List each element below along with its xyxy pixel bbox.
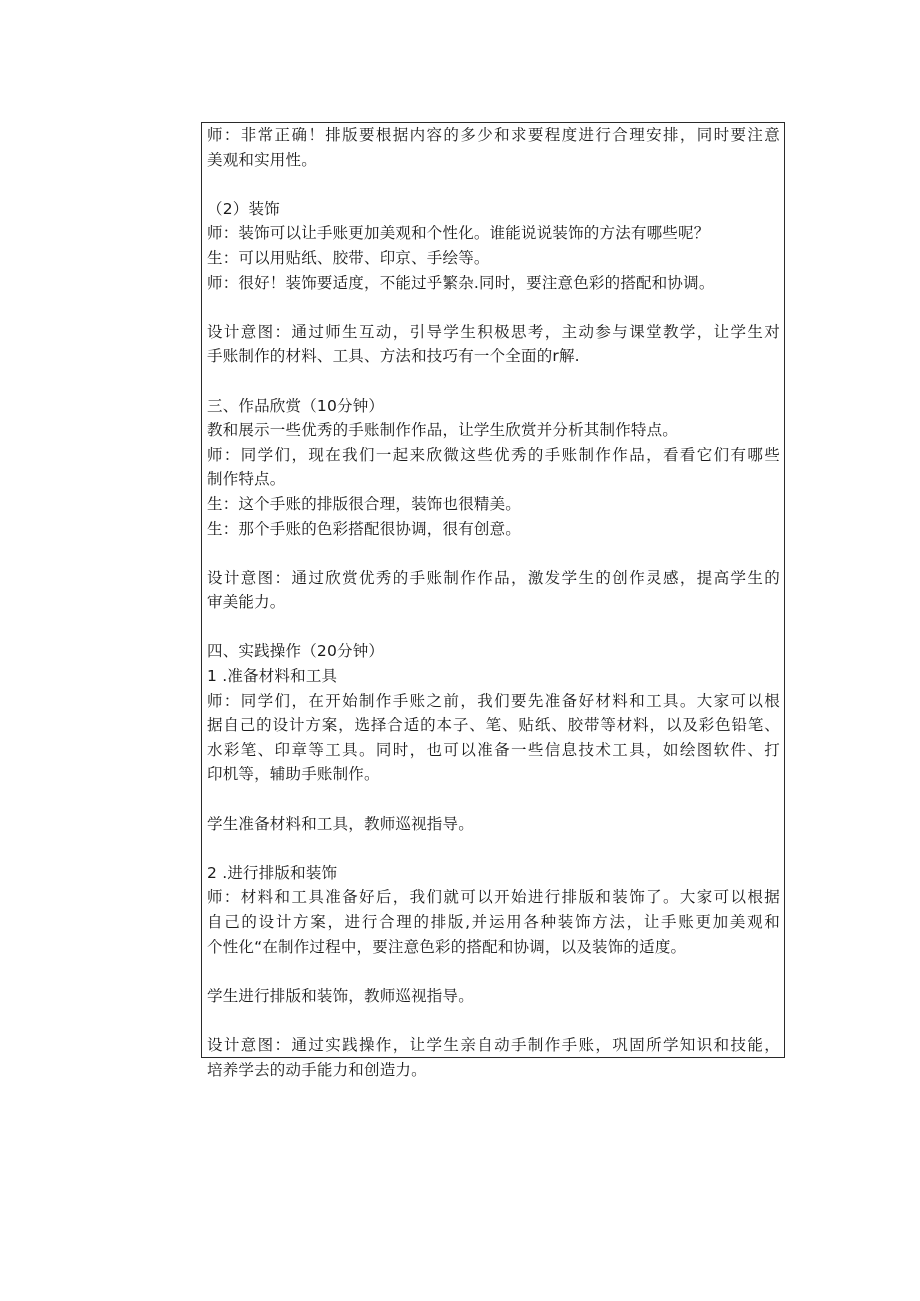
section-heading: 四、实践操作（20分钟） [207,642,385,661]
blank-line [207,787,780,812]
text-line: 生：可以用贴纸、胶带、印京、手绘等。 [207,248,490,267]
design-intent-line: 手账制作的材料、工具、方法和技巧有一个全面的r解. [207,347,580,366]
lesson-plan-table-cell [201,122,785,1079]
text-line: 据自己的设计方案，选择合适的本子、笔、贴纸、胶带等材料，以及彩色铅笔、 [207,716,780,735]
subsection-heading: 2 .进行排版和装饰 [207,863,338,882]
blank-line [207,172,780,197]
text-line: 师：同学们，现在我们一起来欣微这些优秀的手账制作作品，看看它们有哪些 [207,445,780,464]
design-intent-line: 设计意图：通过实践操作，让学生亲自动手制作手账，巩固所学知识和技能， [207,1035,780,1054]
blank-line [207,1008,780,1033]
design-intent-line: 审美能力。 [207,593,286,612]
text-line: 制作特点。 [207,470,286,489]
text-line: 师：材料和工具准备好后，我们就可以开始进行排版和装饰了。大家可以根据 [207,888,780,907]
text-line: 自己的设计方案，进行合理的排版,并运用各种装饰方法，让手账更加美观和 [207,913,780,931]
blank-line [207,959,780,984]
design-intent-line: 设计意图：通过师生互动，引导学生积极思考，主动参与课堂教学，让学生对 [207,322,780,341]
text-line: 师：装饰可以让手账更加美观和个性化。谁能说说装饰的方法有哪些呢？ [207,224,710,243]
design-intent-line: 设计意图：通过欣赏优秀的手账制作作品，激发学生的创作灵感，提高学生的 [207,568,780,587]
blank-line [207,295,780,320]
text-line: 学生准备材料和工具，教师巡视指导。 [207,814,474,833]
blank-line [207,615,780,640]
design-intent-line: 培养学去的动手能力和创造力。 [207,1060,427,1079]
blank-line [207,836,780,861]
section-heading: （2）装饰 [207,199,280,218]
blank-line [207,369,780,394]
subsection-heading: 1 .准备材料和工具 [207,667,338,686]
blank-line [207,541,780,566]
text-line: 生：那个手账的色彩搭配很协调，很有创意。 [207,519,522,538]
text-line: 印机等，辅助手账制作。 [207,765,380,784]
section-heading: 三、作品欣赏（10分钟） [207,396,385,415]
text-line: 师：很好！装饰要适度，不能过乎繁杂.同时，要注意色彩的搭配和协调。 [207,273,715,292]
text-line: 教和展示一些优秀的手账制作作品，让学生欣赏并分析其制作特点。 [207,421,679,440]
text-line: 美观和实用性。 [207,150,317,169]
text-line: 个性化“在制作过程中，要注意色彩的搭配和协调，以及装饰的适度。 [207,937,687,956]
text-line: 生：这个手账的排版很合理，装饰也很精美。 [207,494,522,513]
text-line: 师：非常正确！排版要根据内容的多少和求要程度进行合理安排，同时要注意 [207,126,780,144]
text-line: 师：同学们，在开始制作手账之前，我们要先准备好材料和工具。大家可以根 [207,691,780,710]
text-line: 学生进行排版和装饰，教师巡视指导。 [207,986,474,1005]
text-line: 水彩笔、印章等工具。同时，也可以准备一些信息技术工具，如绘图软件、打 [207,740,780,759]
